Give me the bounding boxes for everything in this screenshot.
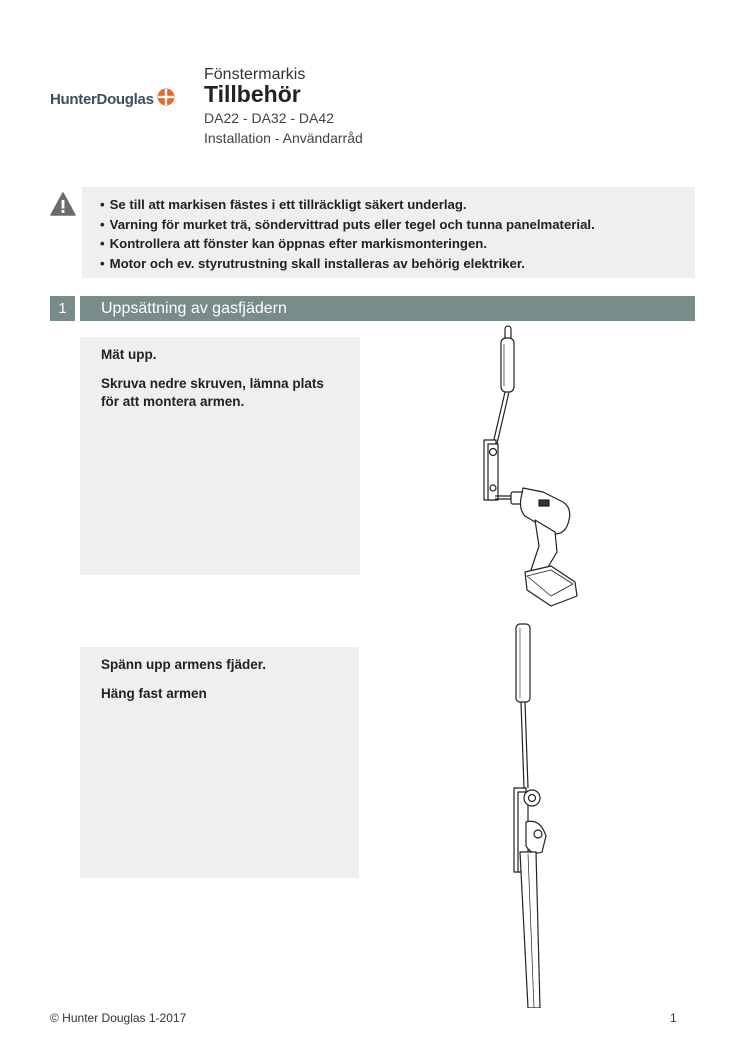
- warning-triangle-icon: [50, 192, 76, 221]
- gas-spring-drill-illustration: [455, 320, 595, 615]
- warning-item: • Varning för murket trä, söndervittrad puts eller tegel och tunna panelmaterial.: [100, 215, 695, 235]
- page-title: Tillbehör: [204, 81, 301, 107]
- warning-list: [100, 195, 695, 273]
- model-list: DA22 - DA32 - DA42: [204, 110, 334, 126]
- warning-item: • Kontrollera att fönster kan öppnas efter markismonteringen.: [100, 234, 695, 254]
- warning-item: • Se till att markisen fästes i ett tillräckligt säkert underlag.: [100, 195, 695, 215]
- arm-bracket-illustration: [480, 622, 590, 1013]
- page-number: 1: [670, 1011, 677, 1025]
- step-1-line-1: Mät upp.: [101, 347, 157, 362]
- document-header: [204, 66, 363, 146]
- brand-logo-icon: [157, 88, 175, 111]
- brand-name: HunterDouglas: [50, 91, 154, 108]
- step-2-line-1: Spänn upp armens fjäder.: [101, 657, 267, 672]
- footer-copyright: © Hunter Douglas 1-2017: [50, 1011, 187, 1025]
- brand-logo: [50, 88, 175, 111]
- product-subject: Fönstermarkis: [204, 66, 306, 83]
- step-2-line-2: Häng fast armen: [101, 685, 207, 701]
- step-2-box: [80, 647, 359, 878]
- document-type: Installation - Användarråd: [204, 130, 363, 146]
- step-1-line-2: Skruva nedre skruven, lämna plats för att montera armen.: [101, 375, 324, 409]
- warning-item: • Motor och ev. styrutrustning skall installeras av behörig elektriker.: [100, 254, 695, 274]
- warning-box: [82, 187, 695, 278]
- section-number: 1: [50, 296, 75, 321]
- section-title: Uppsättning av gasfjädern: [80, 296, 695, 321]
- step-1-box: [80, 337, 360, 575]
